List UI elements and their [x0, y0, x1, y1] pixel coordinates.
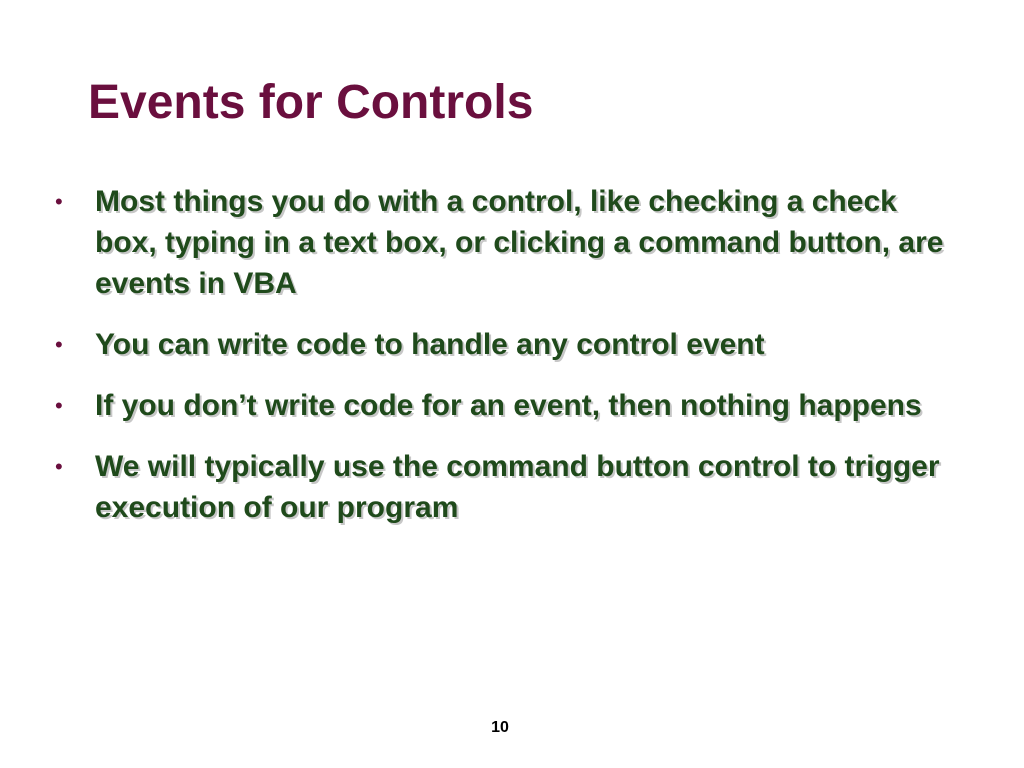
bullet-text: Most things you do with a control, like checking a check box, typing in a text box, or clicking a command button, are events in VBA [95, 185, 944, 300]
bullet-marker: • [55, 332, 63, 357]
bullet-list [52, 181, 952, 548]
bullet-marker: • [55, 393, 63, 418]
bullet-item [52, 446, 952, 528]
bullet-item [52, 324, 952, 365]
page-number: 10 [491, 719, 509, 736]
bullet-marker: • [55, 454, 63, 479]
bullet-text: You can write code to handle any control event [95, 328, 765, 361]
slide-title: Events for Controls [88, 76, 534, 129]
bullet-text: If you don’t write code for an event, then nothing happens [95, 389, 922, 422]
bullet-text: We will typically use the command button control to trigger execution of our program [95, 450, 940, 524]
bullet-item [52, 181, 952, 304]
bullet-item [52, 385, 952, 426]
bullet-marker: • [55, 189, 63, 214]
